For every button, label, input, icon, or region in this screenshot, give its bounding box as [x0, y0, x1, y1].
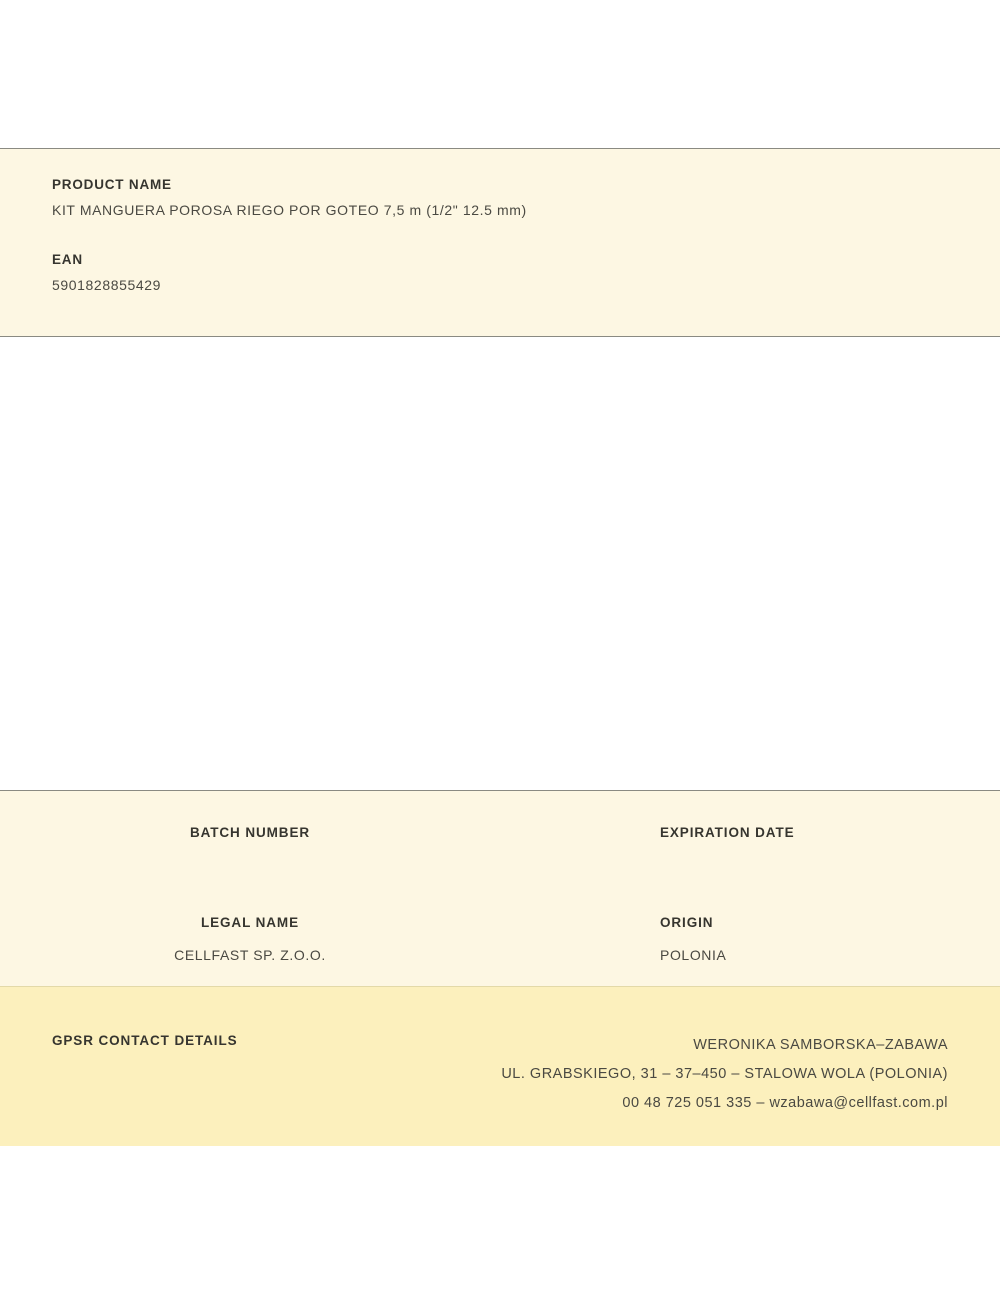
- origin-value: POLONIA: [660, 947, 727, 963]
- batch-number-label: BATCH NUMBER: [189, 825, 311, 840]
- expiration-date-label: EXPIRATION DATE: [660, 825, 795, 840]
- expiration-date-value: [660, 857, 1000, 873]
- legal-name-field: [0, 915, 620, 963]
- batch-origin-panel: [0, 790, 1000, 986]
- gpsr-contact-address: UL. GRABSKIEGO, 31 – 37–450 – STALOWA WOLA (POLONIA): [501, 1066, 948, 1082]
- product-details-panel: [0, 148, 1000, 337]
- ean-field: [52, 252, 948, 293]
- product-name-value: KIT MANGUERA POROSA RIEGO POR GOTEO 7,5 m (1/2" 12.5 mm): [52, 202, 527, 218]
- expiration-date-field: [620, 825, 1000, 873]
- origin-field: [620, 915, 1000, 963]
- legal-origin-row: [0, 915, 1000, 963]
- gpsr-contact-details: [501, 1031, 948, 1118]
- batch-number-value: [0, 857, 500, 873]
- gpsr-contact-panel: [0, 986, 1000, 1146]
- ean-value: 5901828855429: [52, 277, 162, 293]
- batch-number-field: [0, 825, 620, 873]
- origin-label: ORIGIN: [660, 915, 714, 930]
- gpsr-contact-phone-email: 00 48 725 051 335 – wzabawa@cellfast.com.pl: [622, 1095, 948, 1111]
- gpsr-contact-label: GPSR CONTACT DETAILS: [52, 1033, 238, 1048]
- product-name-field: [52, 177, 948, 218]
- legal-name-label: LEGAL NAME: [200, 915, 299, 930]
- batch-expiration-row: [0, 825, 1000, 873]
- product-name-label: PRODUCT NAME: [52, 177, 172, 192]
- blank-content-area: [0, 337, 1000, 790]
- ean-label: EAN: [52, 252, 83, 267]
- bottom-blank-area: [0, 1146, 1000, 1300]
- legal-name-value: CELLFAST SP. Z.O.O.: [174, 947, 326, 963]
- gpsr-contact-person: WERONIKA SAMBORSKA–ZABAWA: [693, 1037, 948, 1053]
